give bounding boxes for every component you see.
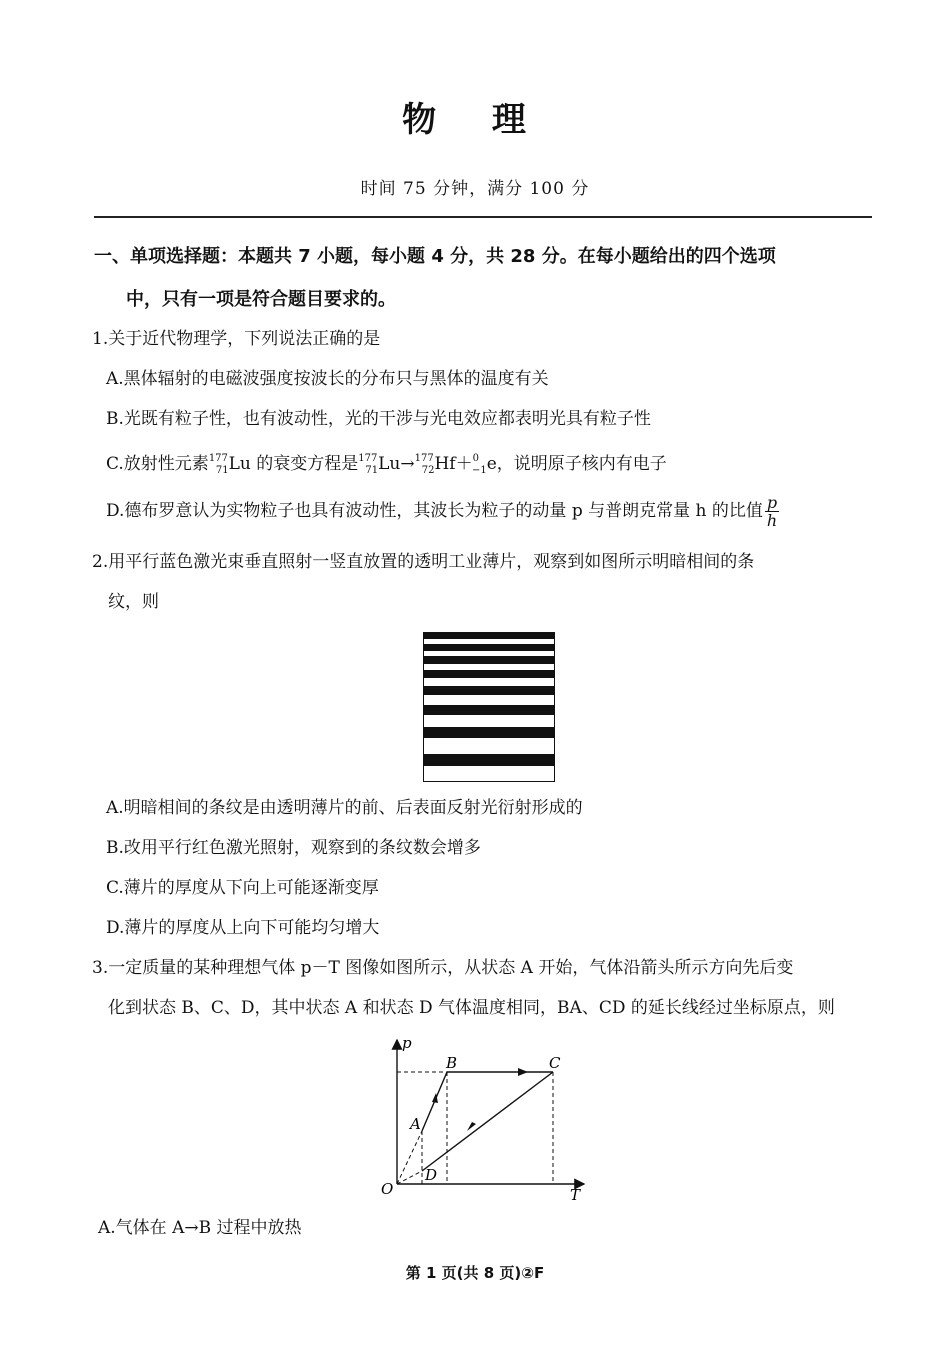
dark-fringe	[424, 644, 554, 651]
q1-stem: 1.关于近代物理学，下列说法正确的是	[92, 329, 381, 349]
dark-fringe	[424, 754, 554, 766]
q2-stem-line1: 2.用平行蓝色激光束垂直照射一竖直放置的透明工业薄片，观察到如图所示明暗相间的条	[92, 552, 755, 572]
section-heading-line1: 一、单项选择题：本题共 7 小题，每小题 4 分，共 28 分。在每小题给出的四个选项	[94, 246, 776, 267]
dark-fringe	[424, 670, 554, 678]
lu-atomic-number: 71	[215, 465, 229, 476]
q3-option-a: A.气体在 A→B 过程中放热	[98, 1218, 302, 1238]
header-divider	[94, 216, 872, 218]
origin-label: O	[381, 1180, 394, 1198]
q1-option-a: A.黑体辐射的电磁波强度按波长的分布只与黑体的温度有关	[106, 369, 549, 389]
exam-time-info: 时间 75 分钟，满分 100 分	[360, 179, 590, 199]
q2-option-a: A.明暗相间的条纹是由透明薄片的前、后表面反射光衍射形成的	[106, 798, 583, 818]
page-footer: 第 1 页(共 8 页)②F	[405, 1264, 545, 1282]
fraction-denominator: h	[766, 511, 778, 530]
electron-charge-number: −1	[471, 465, 487, 476]
state-b-label: B	[446, 1054, 458, 1072]
p-t-graph	[372, 1034, 592, 1204]
dark-fringe	[424, 633, 554, 639]
q3-stem-line2: 化到状态 B、C、D，其中状态 A 和状态 D 气体温度相同，BA、CD 的延长线经过坐标原点，则	[108, 998, 835, 1018]
q2-stem-line2: 纹，则	[108, 592, 159, 612]
hf-atomic-number: 72	[421, 465, 435, 476]
arrow-b-to-c	[518, 1068, 528, 1076]
lu-atomic-number-2: 71	[365, 465, 379, 476]
q1-option-c-mid: 的衰变方程是	[250, 454, 359, 474]
state-a-label: A	[410, 1115, 421, 1133]
lu-symbol-2: Lu	[378, 454, 401, 474]
electron-mass-number: 0	[472, 453, 479, 464]
lu-mass-number-2: 177	[358, 453, 378, 464]
page-title: 物 理	[402, 100, 548, 140]
state-d-label: D	[425, 1166, 438, 1184]
fraction-numerator: p	[765, 494, 779, 512]
dark-fringe	[424, 686, 554, 695]
lu-symbol: Lu	[228, 454, 251, 474]
state-c-label: C	[549, 1054, 561, 1072]
cd-extension	[397, 1171, 422, 1184]
ba-extension	[397, 1131, 422, 1184]
q2-option-c: C.薄片的厚度从下向上可能逐渐变厚	[106, 878, 379, 898]
electron-symbol: e	[486, 454, 497, 474]
q1-option-b: B.光既有粒子性，也有波动性，光的干涉与光电效应都表明光具有粒子性	[106, 409, 651, 429]
q2-option-d: D.薄片的厚度从上向下可能均匀增大	[106, 918, 380, 938]
q2-option-b: B.改用平行红色激光照射，观察到的条纹数会增多	[106, 838, 481, 858]
p-axis-label: p	[402, 1034, 412, 1052]
decay-arrow: →	[400, 454, 415, 474]
q1-option-d-text: D.德布罗意认为实物粒子也具有波动性，其波长为粒子的动量 p 与普朗克常量 h 的比值	[106, 501, 763, 521]
q1-option-c	[106, 448, 667, 482]
q1-option-d	[106, 494, 779, 529]
q3-stem-line1: 3.一定质量的某种理想气体 p－T 图像如图所示，从状态 A 开始，气体沿箭头所示方向先后变	[92, 958, 794, 978]
hf-mass-number: 177	[414, 453, 434, 464]
q1-option-c-prefix: C.放射性元素	[106, 454, 209, 474]
interference-fringe-figure	[423, 632, 555, 782]
dark-fringe	[424, 727, 554, 738]
arrow-c-to-d	[467, 1122, 476, 1131]
dark-fringe	[424, 656, 554, 664]
process-c-d	[422, 1072, 553, 1171]
section-heading-line2: 中，只有一项是符合题目要求的。	[126, 289, 396, 310]
momentum-planck-fraction	[765, 494, 779, 529]
hf-symbol: Hf＋	[434, 454, 473, 474]
lu-mass-number: 177	[208, 453, 228, 464]
dark-fringe	[424, 705, 554, 715]
t-axis-label: T	[570, 1186, 581, 1204]
q1-option-c-suffix: ，说明原子核内有电子	[496, 454, 667, 474]
